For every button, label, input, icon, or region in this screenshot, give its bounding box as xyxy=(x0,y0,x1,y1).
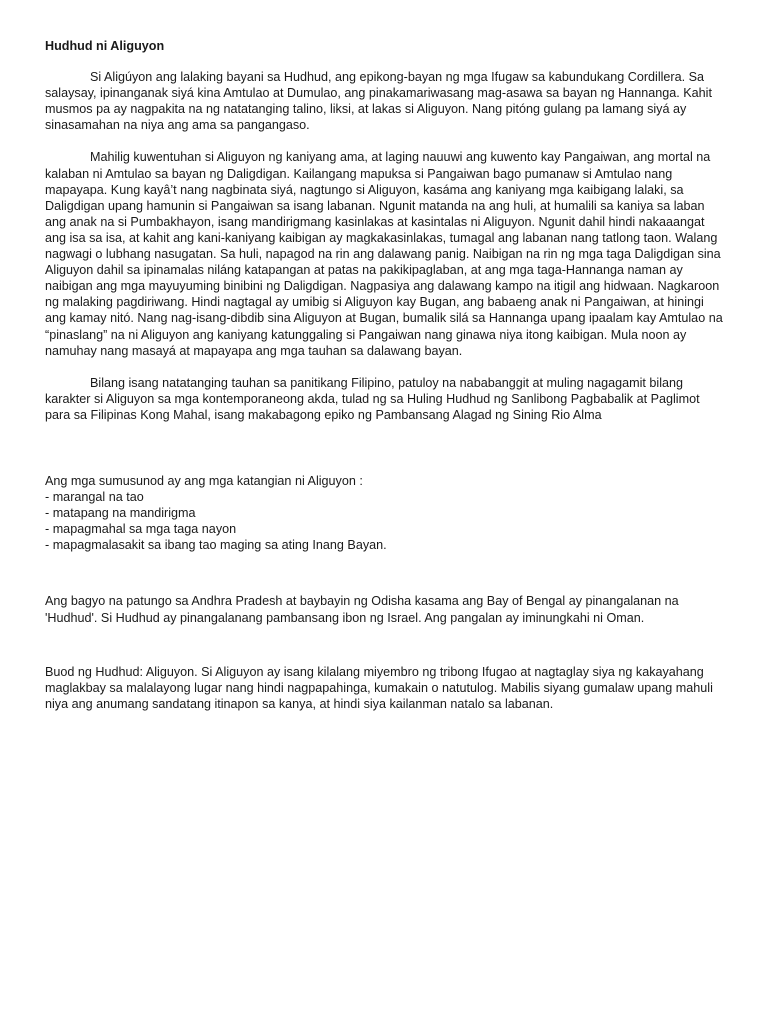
list-item: - mapagmahal sa mga taga nayon xyxy=(45,522,237,537)
spacer xyxy=(45,439,727,473)
paragraph-intro: Si Aligúyon ang lalaking bayani sa Hudhud, ang epikong-bayan ng mga Ifugaw sa kabundukang Cordillera. Sa salaysay, ipinanganak siyá kina Amtulao at Dumulao, ang pinakamariwasang mag-asawa sa bayan ng Hannanga. Kahit musmos pa ay nagpakita na ng natatanging talino, liksi, at lakas si Aliguyon. Nang pitóng gulang pa lamang siyá ay sinasamahan na niya ang ama sa pangangaso. xyxy=(45,70,712,133)
traits-intro: Ang mga sumusunod ay ang mga katangian ni Aliguyon : xyxy=(45,473,363,488)
document-page xyxy=(45,38,727,728)
paragraph-legacy: Bilang isang natatanging tauhan sa panitikang Filipino, patuloy na nababanggit at muling nagagamit bilang karakter si Aliguyon sa mga kontemporaneong akda, tulad ng sa Huling Hudhud ng Sanlibong Pagbabalik at Paglimot para sa Filipinas Kong Mahal, isang makabagong epiko ng Pambansang Alagad ng Sining Rio Alma xyxy=(45,375,700,422)
paragraph-buod: Buod ng Hudhud: Aliguyon. Si Aliguyon ay isang kilalang miyembro ng tribong Ifugao at nagtaglay siya ng kakayahang maglakbay sa malalayong lugar nang hindi nagpapahinga, kumakain o natutulog. Mabilis siyang gumalaw upang mahuli niya ang anumang sandatang itinapon sa kanya, at hindi siya kailanman natalo sa labanan. xyxy=(45,664,713,711)
list-item: - marangal na tao xyxy=(45,490,144,505)
paragraph-story: Mahilig kuwentuhan si Aliguyon ng kaniyang ama, at laging nauuwi ang kuwento kay Pangaiwan, ang mortal na kalaban ni Amtulao sa bayan ng Daligdigan. Kailangang mapuksa si Pangaiwan bago pumanaw si Amtulao nang mapayapa. Kung kayâ’t nang nagbinata siyá, nagtungo si Aliguyon, kasáma ang kaniyang mga kaibigang lalaki, sa Daligdigan upang hamunin si Pangaiwan sa isang labanan. Ngunit matanda na ang huli, at humalili sa kaniya sa laban ang anak na si Pumbakhayon, isang mandirigmang kasinlakas at kasintalas ni Aliguyon. Ngunit dahil hindi nakaaangat ang isa sa isa, at kahit ang kani-kaniyang kaibigan ay magkakasinlakas, tumagal ang labanan nang tatlong taon. Walang nagwagi o lubhang nasugatan. Sa huli, napagod na rin ang dalawang panig. Naibigan na rin ng mga taga Daligdigan sina Aliguyon dahil sa ipinamalas niláng katapangan at patas na pakikipaglaban, at ang mga taga-Hannanga naman ay naibigan ang mga mayuyuming binibini ng Daligdigan. Nagpasiya ang dalawang kampo na itigil ang hidwaan. Nagkaroon ng malaking pagdiriwang. Hindi nagtagal ay umibig si Aliguyon kay Bugan, ang babaeng anak ni Pangaiwan, at hiningi ang kamay nitó. Nang nag-isang-dibdib sina Aliguyon at Bugan, bumalik silá sa Hannanga upang ipaalam kay Amtulao na “pinaslang” na ni Aliguyon ang kaniyang katunggaling si Pangaiwan nang ginawa niya itong kaibigan. Mula noon ay namuhay nang masayá at mapayapa ang mga tauhan sa dalawang bayan. xyxy=(45,150,723,358)
paragraph-bagyo: Ang bagyo na patungo sa Andhra Pradesh at baybayin ng Odisha kasama ang Bay of Bengal ay pinangalanan na 'Hudhud'. Si Hudhud ay pinangalanang pambansang ibon ng Israel. Ang pangalan ay iminungkahi ni Oman. xyxy=(45,594,679,625)
document-title: Hudhud ni Aliguyon xyxy=(45,39,165,53)
traits-list xyxy=(45,489,727,553)
spacer xyxy=(45,642,727,664)
spacer xyxy=(45,553,727,593)
list-item: - mapagmalasakit sa ibang tao maging sa ating Inang Bayan. xyxy=(45,538,387,553)
list-item: - matapang na mandirigma xyxy=(45,506,196,521)
